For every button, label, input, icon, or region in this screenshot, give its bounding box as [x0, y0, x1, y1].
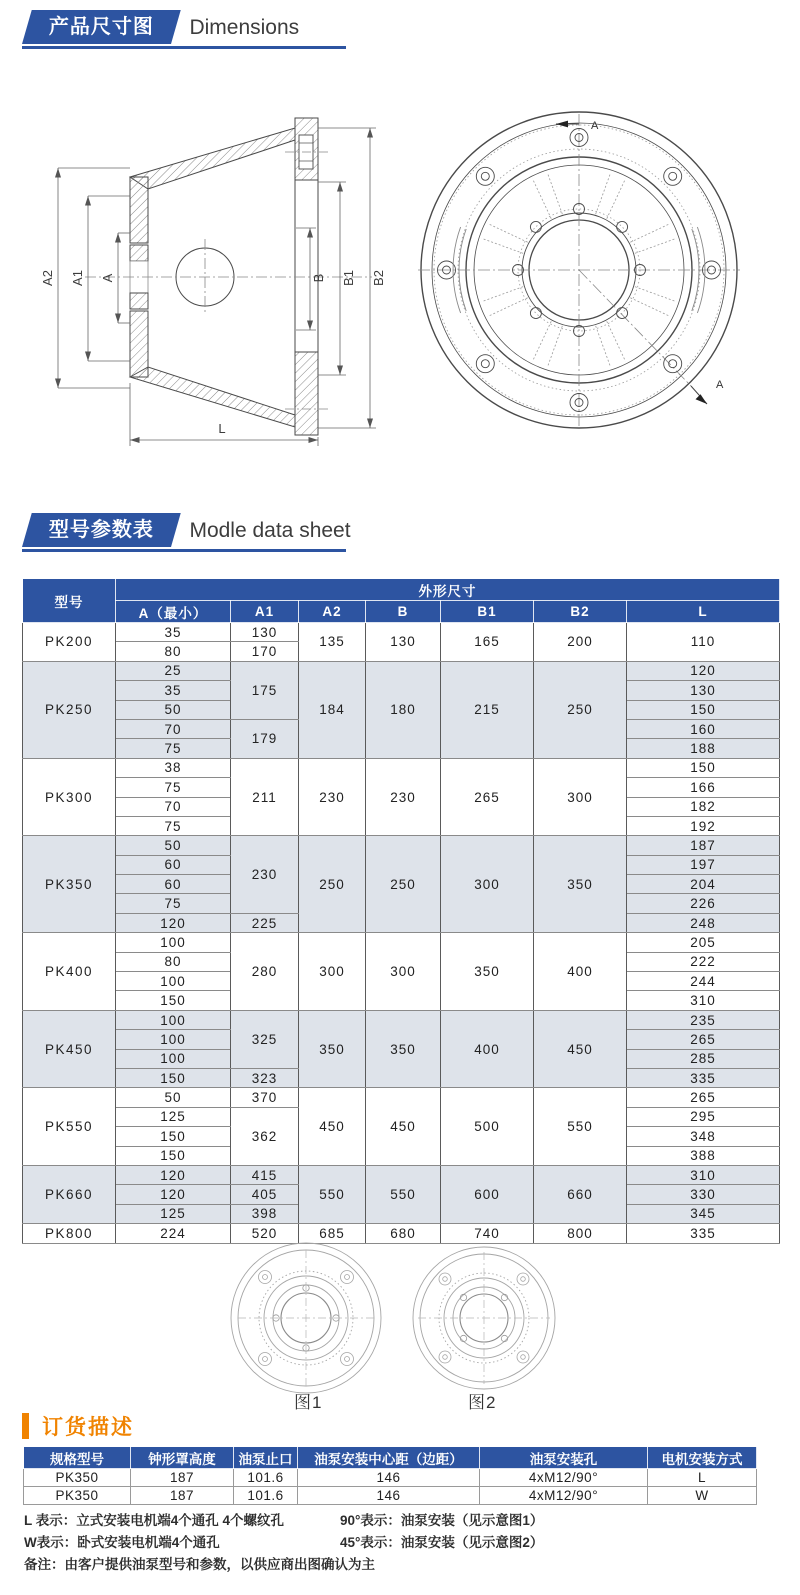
- spec-cell: 211: [231, 758, 299, 836]
- section-title-en: Modle data sheet: [189, 519, 351, 542]
- order-title: 订货描述: [42, 1416, 134, 1439]
- svg-text:A: A: [591, 120, 599, 132]
- figure-2-drawing: [410, 1244, 558, 1394]
- spec-cell: 335: [627, 1224, 780, 1243]
- section-header-datasheet: [22, 513, 351, 551]
- spec-cell: 182: [627, 797, 780, 816]
- spec-cell: 330: [627, 1185, 780, 1204]
- order-row: [24, 1469, 757, 1487]
- spec-cell: 250: [534, 661, 627, 758]
- order-cell: 187: [131, 1469, 234, 1487]
- spec-row: [23, 623, 780, 642]
- section-underline: [22, 549, 346, 552]
- spec-cell: 130: [231, 623, 299, 642]
- order-cell: 187: [131, 1487, 234, 1505]
- spec-row: [23, 1224, 780, 1243]
- spec-cell: 350: [441, 933, 534, 1011]
- spec-cell: PK450: [23, 1010, 116, 1088]
- spec-cell: 110: [627, 623, 780, 662]
- col-header: A1: [231, 601, 299, 623]
- col-header: B1: [441, 601, 534, 623]
- spec-cell: PK200: [23, 623, 116, 662]
- spec-cell: 345: [627, 1204, 780, 1223]
- spec-cell: 230: [231, 836, 299, 914]
- spec-cell: 350: [299, 1010, 366, 1088]
- spec-cell: 35: [116, 681, 231, 700]
- spec-cell: 224: [116, 1224, 231, 1243]
- spec-cell: 60: [116, 855, 231, 874]
- spec-cell: 184: [299, 661, 366, 758]
- col-header: 电机安装方式: [648, 1447, 757, 1469]
- spec-cell: 300: [299, 933, 366, 1011]
- col-header: 规格型号: [24, 1447, 131, 1469]
- note-w: W表示：卧式安装电机端4个通孔: [24, 1535, 220, 1550]
- section-title-zh: 型号参数表: [48, 519, 154, 541]
- col-header-group: 外形尺寸: [116, 579, 780, 601]
- spec-cell: 100: [116, 933, 231, 952]
- note-remark: 备注：由客户提供油泵型号和参数，以供应商出图确认为主: [24, 1557, 375, 1572]
- spec-cell: 323: [231, 1068, 299, 1087]
- spec-cell: 225: [231, 913, 299, 932]
- spec-cell: 38: [116, 758, 231, 777]
- spec-cell: 150: [116, 1068, 231, 1087]
- spec-cell: 135: [299, 623, 366, 662]
- spec-cell: 100: [116, 972, 231, 991]
- spec-row: [23, 661, 780, 680]
- section-tab: [22, 10, 181, 44]
- spec-cell: 600: [441, 1165, 534, 1223]
- spec-cell: 187: [627, 836, 780, 855]
- spec-cell: 265: [441, 758, 534, 836]
- spec-cell: 75: [116, 778, 231, 797]
- spec-cell: 75: [116, 816, 231, 835]
- spec-cell: 160: [627, 719, 780, 738]
- spec-cell: 50: [116, 700, 231, 719]
- spec-cell: 248: [627, 913, 780, 932]
- spec-cell: 230: [299, 758, 366, 836]
- spec-cell: 192: [627, 816, 780, 835]
- spec-cell: 100: [116, 1030, 231, 1049]
- spec-cell: 265: [627, 1030, 780, 1049]
- spec-cell: 280: [231, 933, 299, 1011]
- note-45deg: 45°表示：油泵安装（见示意图2）: [340, 1535, 544, 1550]
- spec-cell: 75: [116, 894, 231, 913]
- spec-cell: 800: [534, 1224, 627, 1243]
- col-header: 油泵安装中心距（边距）: [298, 1447, 480, 1469]
- col-header: A2: [299, 601, 366, 623]
- spec-cell: 175: [231, 661, 299, 719]
- spec-cell: 350: [534, 836, 627, 933]
- order-row: [24, 1487, 757, 1505]
- spec-cell: 60: [116, 875, 231, 894]
- spec-row: [23, 1165, 780, 1184]
- col-header: 钟形罩高度: [131, 1447, 234, 1469]
- spec-cell: 398: [231, 1204, 299, 1223]
- orange-bar: [22, 1413, 29, 1439]
- col-header: B2: [534, 601, 627, 623]
- dim-label-b2: B2: [371, 270, 386, 286]
- spec-cell: PK300: [23, 758, 116, 836]
- spec-cell: 130: [627, 681, 780, 700]
- figure-1-caption: 图1: [294, 1393, 323, 1412]
- spec-cell: 180: [366, 661, 441, 758]
- dim-label-a: A: [100, 273, 115, 283]
- spec-cell: 400: [441, 1010, 534, 1088]
- left-wall-upper: [130, 177, 148, 243]
- spec-cell: 80: [116, 952, 231, 971]
- figure-1-drawing: [228, 1240, 384, 1398]
- spec-row: [23, 933, 780, 952]
- spec-row: [23, 836, 780, 855]
- spec-cell: 550: [299, 1165, 366, 1223]
- spec-cell: 35: [116, 623, 231, 642]
- spec-cell: 200: [534, 623, 627, 662]
- spec-cell: 265: [627, 1088, 780, 1107]
- spec-cell: 179: [231, 719, 299, 758]
- spec-cell: 80: [116, 642, 231, 661]
- spec-cell: 25: [116, 661, 231, 680]
- spec-cell: PK800: [23, 1224, 116, 1243]
- spec-cell: 400: [534, 933, 627, 1011]
- spec-cell: 205: [627, 933, 780, 952]
- spec-cell: 450: [534, 1010, 627, 1088]
- dim-label-b: B: [311, 273, 326, 283]
- spec-cell: 130: [366, 623, 441, 662]
- col-header: 油泵止口: [234, 1447, 298, 1469]
- spec-table-header: [23, 579, 780, 623]
- spec-cell: PK250: [23, 661, 116, 758]
- order-table: [23, 1446, 757, 1505]
- bottom-wall: [130, 367, 295, 427]
- spec-cell: 388: [627, 1146, 780, 1165]
- col-header: 油泵安装孔: [480, 1447, 648, 1469]
- order-cell: 146: [298, 1469, 480, 1487]
- spec-cell: 226: [627, 894, 780, 913]
- spec-cell: 500: [441, 1088, 534, 1166]
- spec-cell: 335: [627, 1068, 780, 1087]
- side-view-drawing: [30, 95, 390, 480]
- spec-cell: PK350: [23, 836, 116, 933]
- spec-cell: 550: [534, 1088, 627, 1166]
- spec-cell: 660: [534, 1165, 627, 1223]
- spec-row: [23, 1010, 780, 1029]
- order-cell: 4xM12/90°: [480, 1469, 648, 1487]
- spec-cell: 125: [116, 1107, 231, 1126]
- spec-cell: 120: [116, 1165, 231, 1184]
- spec-cell: 680: [366, 1224, 441, 1243]
- spec-cell: 188: [627, 739, 780, 758]
- col-header: B: [366, 601, 441, 623]
- spec-cell: 215: [441, 661, 534, 758]
- spec-cell: 300: [441, 836, 534, 933]
- spec-cell: 250: [366, 836, 441, 933]
- spec-cell: 50: [116, 836, 231, 855]
- section-tab: [22, 513, 181, 547]
- spec-cell: 125: [116, 1204, 231, 1223]
- spec-cell: 100: [116, 1010, 231, 1029]
- spec-cell: 370: [231, 1088, 299, 1107]
- spec-cell: 70: [116, 719, 231, 738]
- spec-cell: 685: [299, 1224, 366, 1243]
- spec-cell: 450: [366, 1088, 441, 1166]
- spec-cell: 120: [627, 661, 780, 680]
- spec-cell: 100: [116, 1049, 231, 1068]
- spec-cell: 295: [627, 1107, 780, 1126]
- spec-cell: 150: [116, 1146, 231, 1165]
- dim-label-a2: A2: [40, 270, 55, 286]
- spec-table: [22, 578, 780, 1244]
- spec-cell: PK660: [23, 1165, 116, 1223]
- spec-cell: 120: [116, 913, 231, 932]
- order-table-header: [24, 1447, 757, 1469]
- dimension-lines-left: [58, 168, 130, 388]
- spec-cell: 150: [627, 758, 780, 777]
- spec-cell: 415: [231, 1165, 299, 1184]
- spec-cell: PK400: [23, 933, 116, 1011]
- spec-cell: 222: [627, 952, 780, 971]
- spec-cell: 310: [627, 991, 780, 1010]
- order-cell: 101.6: [234, 1487, 298, 1505]
- left-wall-lower: [130, 311, 148, 377]
- section-marker-bottom: [691, 379, 724, 404]
- svg-text:A: A: [716, 379, 724, 391]
- dim-label-a1: A1: [70, 270, 85, 286]
- spec-cell: 300: [366, 933, 441, 1011]
- spec-cell: 310: [627, 1165, 780, 1184]
- col-header: L: [627, 601, 780, 623]
- figure-2-caption: 图2: [468, 1393, 497, 1412]
- section-marker-top: [556, 120, 599, 132]
- section-title-en: Dimensions: [189, 16, 300, 39]
- order-cell: L: [648, 1469, 757, 1487]
- spec-cell: 285: [627, 1049, 780, 1068]
- section-underline: [22, 46, 346, 49]
- spec-cell: 150: [116, 1127, 231, 1146]
- order-cell: 4xM12/90°: [480, 1487, 648, 1505]
- spec-cell: 70: [116, 797, 231, 816]
- spec-cell: 362: [231, 1107, 299, 1165]
- spec-cell: 740: [441, 1224, 534, 1243]
- spec-cell: 520: [231, 1224, 299, 1243]
- spec-cell: 550: [366, 1165, 441, 1223]
- spec-cell: 120: [116, 1185, 231, 1204]
- spec-cell: 165: [441, 623, 534, 662]
- spec-cell: 405: [231, 1185, 299, 1204]
- note-90deg: 90°表示：油泵安装（见示意图1）: [340, 1513, 544, 1528]
- col-header: A（最小）: [116, 601, 231, 623]
- order-cell: PK350: [24, 1487, 131, 1505]
- spec-row: [23, 758, 780, 777]
- spec-cell: 250: [299, 836, 366, 933]
- dim-label-l: L: [218, 421, 226, 436]
- spec-cell: 348: [627, 1127, 780, 1146]
- spec-cell: 300: [534, 758, 627, 836]
- order-cell: 146: [298, 1487, 480, 1505]
- spec-cell: 450: [299, 1088, 366, 1166]
- dim-label-b1: B1: [341, 270, 356, 286]
- spec-cell: 244: [627, 972, 780, 991]
- spec-cell: 75: [116, 739, 231, 758]
- front-view-drawing: [408, 98, 758, 443]
- spec-cell: 166: [627, 778, 780, 797]
- col-header-model: 型号: [23, 579, 116, 623]
- section-title-zh: 产品尺寸图: [48, 16, 154, 38]
- spec-cell: 170: [231, 642, 299, 661]
- spec-cell: PK550: [23, 1088, 116, 1166]
- section-header-dimensions: [22, 10, 299, 48]
- spec-cell: 204: [627, 875, 780, 894]
- spec-cell: 50: [116, 1088, 231, 1107]
- spec-row: [23, 1088, 780, 1107]
- order-cell: PK350: [24, 1469, 131, 1487]
- order-cell: 101.6: [234, 1469, 298, 1487]
- top-wall: [130, 128, 295, 189]
- order-cell: W: [648, 1487, 757, 1505]
- note-l: L 表示：立式安装电机端4个通孔 4个螺纹孔: [24, 1513, 285, 1528]
- spec-cell: 197: [627, 855, 780, 874]
- spec-cell: 350: [366, 1010, 441, 1088]
- spec-cell: 150: [627, 700, 780, 719]
- spec-cell: 235: [627, 1010, 780, 1029]
- spec-cell: 230: [366, 758, 441, 836]
- spec-cell: 325: [231, 1010, 299, 1068]
- spec-cell: 150: [116, 991, 231, 1010]
